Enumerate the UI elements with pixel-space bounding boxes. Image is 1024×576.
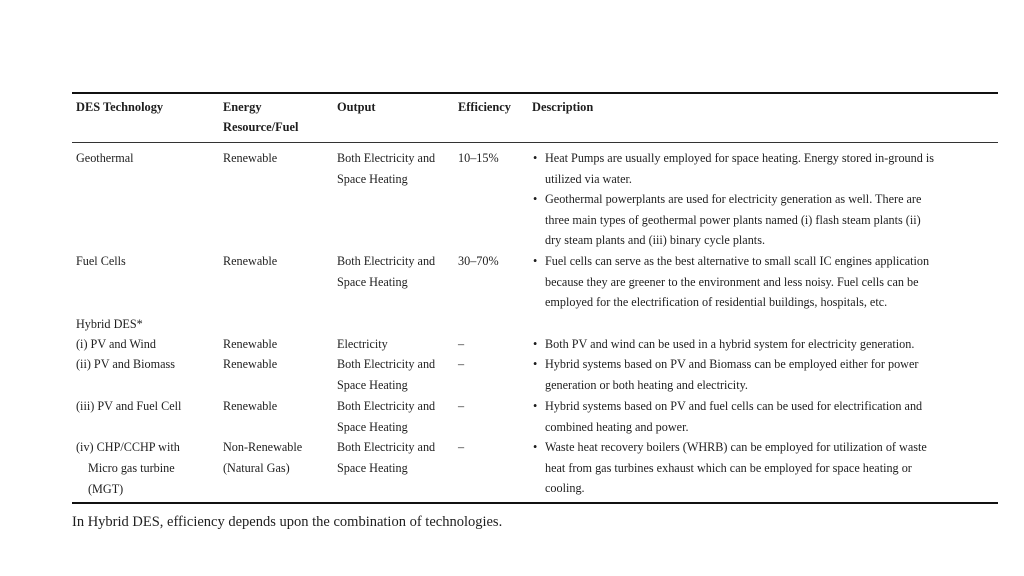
description-line: dry steam plants and (iii) binary cycle plants. [545,233,765,248]
efficiency-cell: – [458,440,465,454]
resource-cell: Renewable [223,337,278,351]
technology-cell: (iii) PV and Fuel Cell [76,399,182,413]
description-line: employed for the electrification of residential buildings, hospitals, etc. [545,295,888,310]
bullet-icon: • [533,357,538,371]
output-cell-line2: Space Heating [337,172,408,186]
description-bullet [533,334,914,355]
bullet-icon: • [533,399,538,413]
header-energy-resource-line2: Resource/Fuel [223,120,299,134]
description-line: Heat Pumps are usually employed for space heating. Energy stored in-ground is [545,151,934,165]
description-line: Hybrid systems based on PV and Biomass can be employed either for power [545,357,919,371]
table-bottom-rule [72,502,998,504]
description-line: because they are greener to the environment and less noisy. Fuel cells can be [545,274,919,289]
resource-cell: Renewable [223,151,278,165]
output-cell: Both Electricity and [337,151,436,165]
header-efficiency: Efficiency [458,100,511,114]
description-line: Waste heat recovery boilers (WHRB) can be employed for utilization of waste [545,440,927,454]
description-bullet [533,148,934,189]
efficiency-cell: – [458,399,465,413]
description-line: heat from gas turbines exhaust which can be employed for space heating or [545,460,912,475]
efficiency-cell: – [458,337,465,351]
output-cell: Both Electricity and [337,254,436,268]
technology-cell: Fuel Cells [76,254,126,268]
output-cell-line2: Space Heating [337,461,408,475]
header-rule [72,142,998,143]
description-line: utilized via water. [545,171,632,186]
description-bullet [533,437,927,499]
resource-cell: Renewable [223,254,278,268]
technology-cell-line3: (MGT) [88,482,124,496]
bullet-icon: • [533,440,538,454]
header-energy-resource: Energy [223,100,262,114]
resource-cell: Renewable [223,399,278,413]
description-line: generation or both heating and electricity. [545,377,748,392]
header-output: Output [337,100,376,114]
resource-cell: Non-Renewable [223,440,303,454]
efficiency-cell: 10–15% [458,151,499,165]
description-line: Fuel cells can serve as the best alternative to small scall IC engines application [545,254,930,268]
description-bullet [533,251,929,313]
description-bullet [533,396,922,437]
technology-cell: (iv) CHP/CCHP with [76,440,180,454]
output-cell: Both Electricity and [337,357,436,371]
output-cell: Electricity [337,337,388,351]
description-bullet [533,189,921,251]
bullet-icon: • [533,254,538,268]
resource-cell: Renewable [223,357,278,371]
hybrid-des-heading: Hybrid DES* [76,317,143,331]
output-cell-line2: Space Heating [337,420,408,434]
efficiency-cell: – [458,357,465,371]
bullet-icon: • [533,151,538,165]
output-cell-line2: Space Heating [337,378,408,392]
technology-cell: Geothermal [76,151,134,165]
description-line: three main types of geothermal power plants named (i) flash steam plants (ii) [545,212,921,227]
description-bullet [533,354,918,395]
technology-cell: (i) PV and Wind [76,337,156,351]
description-line: Hybrid systems based on PV and fuel cells can be used for electrification and [545,399,923,413]
description-line: combined heating and power. [545,419,689,434]
output-cell-line2: Space Heating [337,275,408,289]
table-top-rule [72,92,998,94]
bullet-icon: • [533,337,538,351]
description-line: cooling. [545,481,585,496]
description-line: Geothermal powerplants are used for electricity generation as well. There are [545,192,922,206]
efficiency-cell: 30–70% [458,254,499,268]
bullet-icon: • [533,192,538,206]
resource-cell-line2: (Natural Gas) [223,461,290,475]
table-footnote: In Hybrid DES, efficiency depends upon the combination of technologies. [72,514,503,530]
technology-cell: (ii) PV and Biomass [76,357,175,371]
technology-cell-line2: Micro gas turbine [88,461,175,475]
description-line: Both PV and wind can be used in a hybrid system for electricity generation. [545,337,915,351]
output-cell: Both Electricity and [337,399,436,413]
output-cell: Both Electricity and [337,440,436,454]
header-des-technology: DES Technology [76,100,164,114]
header-description: Description [532,100,594,114]
